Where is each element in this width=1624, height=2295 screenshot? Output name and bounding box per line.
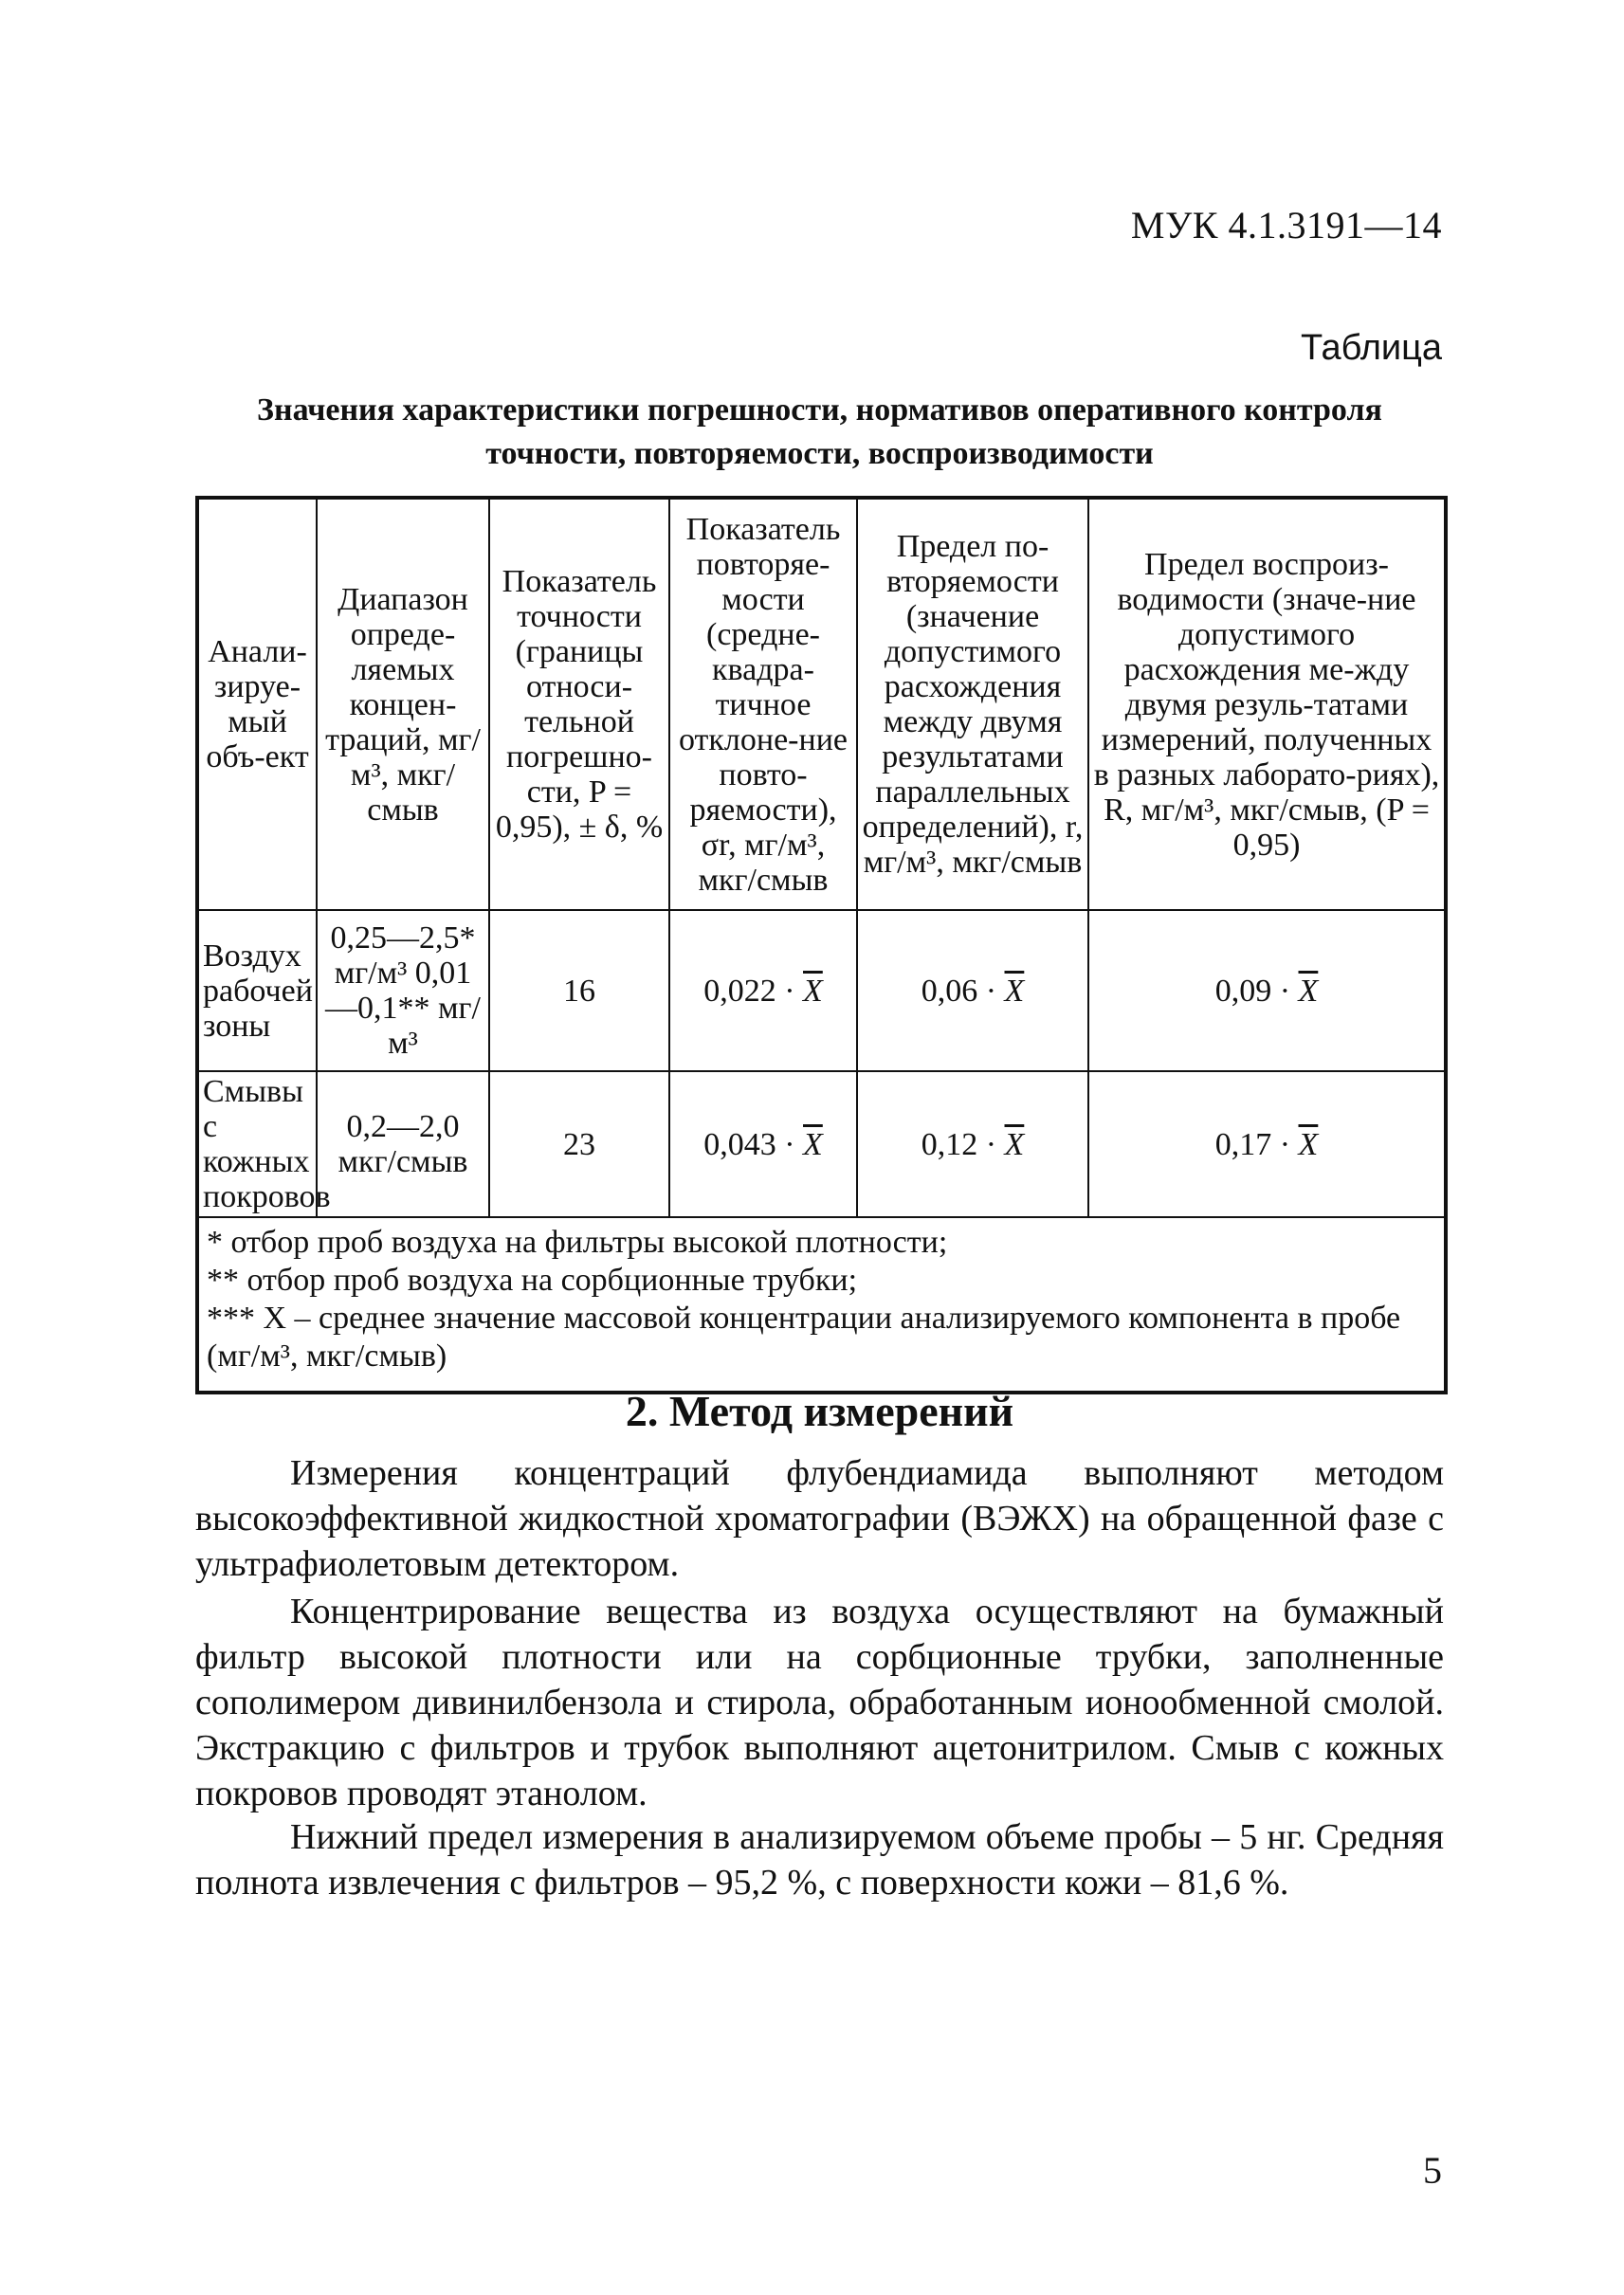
cell-rep-limit-value: 0,06 · [921, 973, 997, 1009]
cell-repro-limit-value: 0,17 · [1214, 1126, 1291, 1162]
cell-object: Воздух рабочей зоны [197, 910, 317, 1071]
cell-repeatability [669, 910, 857, 1071]
mean-symbol: $\overline{X}$ [1004, 1126, 1025, 1162]
col-header-repeatability: Показатель повторяе-мости (средне-квадра-тичное отклоне-ние повто-ряемости), σr, мг/м³, мкг/смыв [669, 498, 857, 910]
mean-symbol: $\overline{X}$ [803, 1126, 823, 1162]
note-line: * отбор проб воздуха на фильтры высокой плотности; [207, 1225, 948, 1260]
table-row [197, 910, 1446, 1071]
mean-symbol: $\overline{X}$ [803, 973, 823, 1009]
table-label: Таблица [1301, 328, 1442, 368]
cell-reproducibility-limit [1088, 910, 1446, 1071]
cell-range: 0,2—2,0 мкг/смыв [317, 1071, 489, 1217]
col-header-range: Диапазон опреде-ляемых концен-траций, мг/м³, мкг/смыв [317, 498, 489, 910]
table-title: Значения характеристики погрешности, нормативов оперативного контроля точности, повторяемости, воспроизводимости [257, 392, 1382, 471]
mean-symbol: $\overline{X}$ [1298, 1126, 1319, 1162]
cell-repeatability-value: 0,022 · [703, 973, 795, 1009]
page-number: 5 [1423, 2149, 1442, 2192]
cell-reproducibility-limit [1088, 1071, 1446, 1217]
table-notes [197, 1217, 1446, 1393]
col-header-object: Анали-зируе-мый объ-ект [197, 498, 317, 910]
section-heading: 2. Метод измерений [625, 1387, 1014, 1435]
cell-repro-limit-value: 0,09 · [1214, 973, 1291, 1009]
note-line: *** X – среднее значение массовой концентрации анализируемого компонента в пробе (мг/м³, мкг/смыв) [207, 1301, 1401, 1374]
cell-accuracy: 16 [489, 910, 669, 1071]
document-code: МУК 4.1.3191—14 [1130, 204, 1442, 246]
cell-range: 0,25—2,5* мг/м³ 0,01—0,1** мг/м³ [317, 910, 489, 1071]
body-paragraph: Концентрирование вещества из воздуха осуществляют на бумажный фильтр высокой плотности или на сорбционные трубки, заполненные сополимером дивинилбензола и стирола, обработанным ионообменной смолой. Экстракцию с фильтров и трубок выполняют ацетонитрилом. Смыв с кожных покровов проводят этанолом. [195, 1592, 1444, 1813]
cell-accuracy: 23 [489, 1071, 669, 1217]
note-line: ** отбор проб воздуха на сорбционные трубки; [207, 1263, 858, 1298]
col-header-accuracy: Показатель точности (границы относи-тельной погрешно-сти, P = 0,95), ± δ, % [489, 498, 669, 910]
cell-repeatability-limit [857, 1071, 1088, 1217]
table-header-row [197, 498, 1446, 910]
cell-rep-limit-value: 0,12 · [921, 1126, 997, 1162]
mean-symbol: $\overline{X}$ [1004, 973, 1025, 1009]
body-paragraph: Измерения концентраций флубендиамида выполняют методом высокоэффективной жидкостной хроматографии (ВЭЖХ) на обращенной фазе с ультрафиолетовым детектором. [195, 1453, 1444, 1584]
body-paragraph: Нижний предел измерения в анализируемом объеме пробы – 5 нг. Средняя полнота извлечения с фильтров – 95,2 %, с поверхности кожи – 81,6 %. [195, 1817, 1444, 1903]
cell-repeatability [669, 1071, 857, 1217]
cell-object: Смывы с кожных покровов [197, 1071, 317, 1217]
cell-repeatability-value: 0,043 · [703, 1126, 795, 1162]
table-notes-row [197, 1217, 1446, 1393]
col-header-reproducibility-limit: Предел воспроиз-водимости (значе-ние допустимого расхождения ме-жду двумя резуль-татами измерений, полученных в разных лаборато-риях), R, мг/м³, мкг/смыв, (P = 0,95) [1088, 498, 1446, 910]
mean-symbol: $\overline{X}$ [1298, 973, 1319, 1009]
cell-repeatability-limit [857, 910, 1088, 1071]
measurement-characteristics-table [195, 496, 1448, 1394]
table-row [197, 1071, 1446, 1217]
col-header-repeatability-limit: Предел по-вторяемости (значение допустимого расхождения между двумя результатами параллельных определений), r, мг/м³, мкг/смыв [857, 498, 1088, 910]
